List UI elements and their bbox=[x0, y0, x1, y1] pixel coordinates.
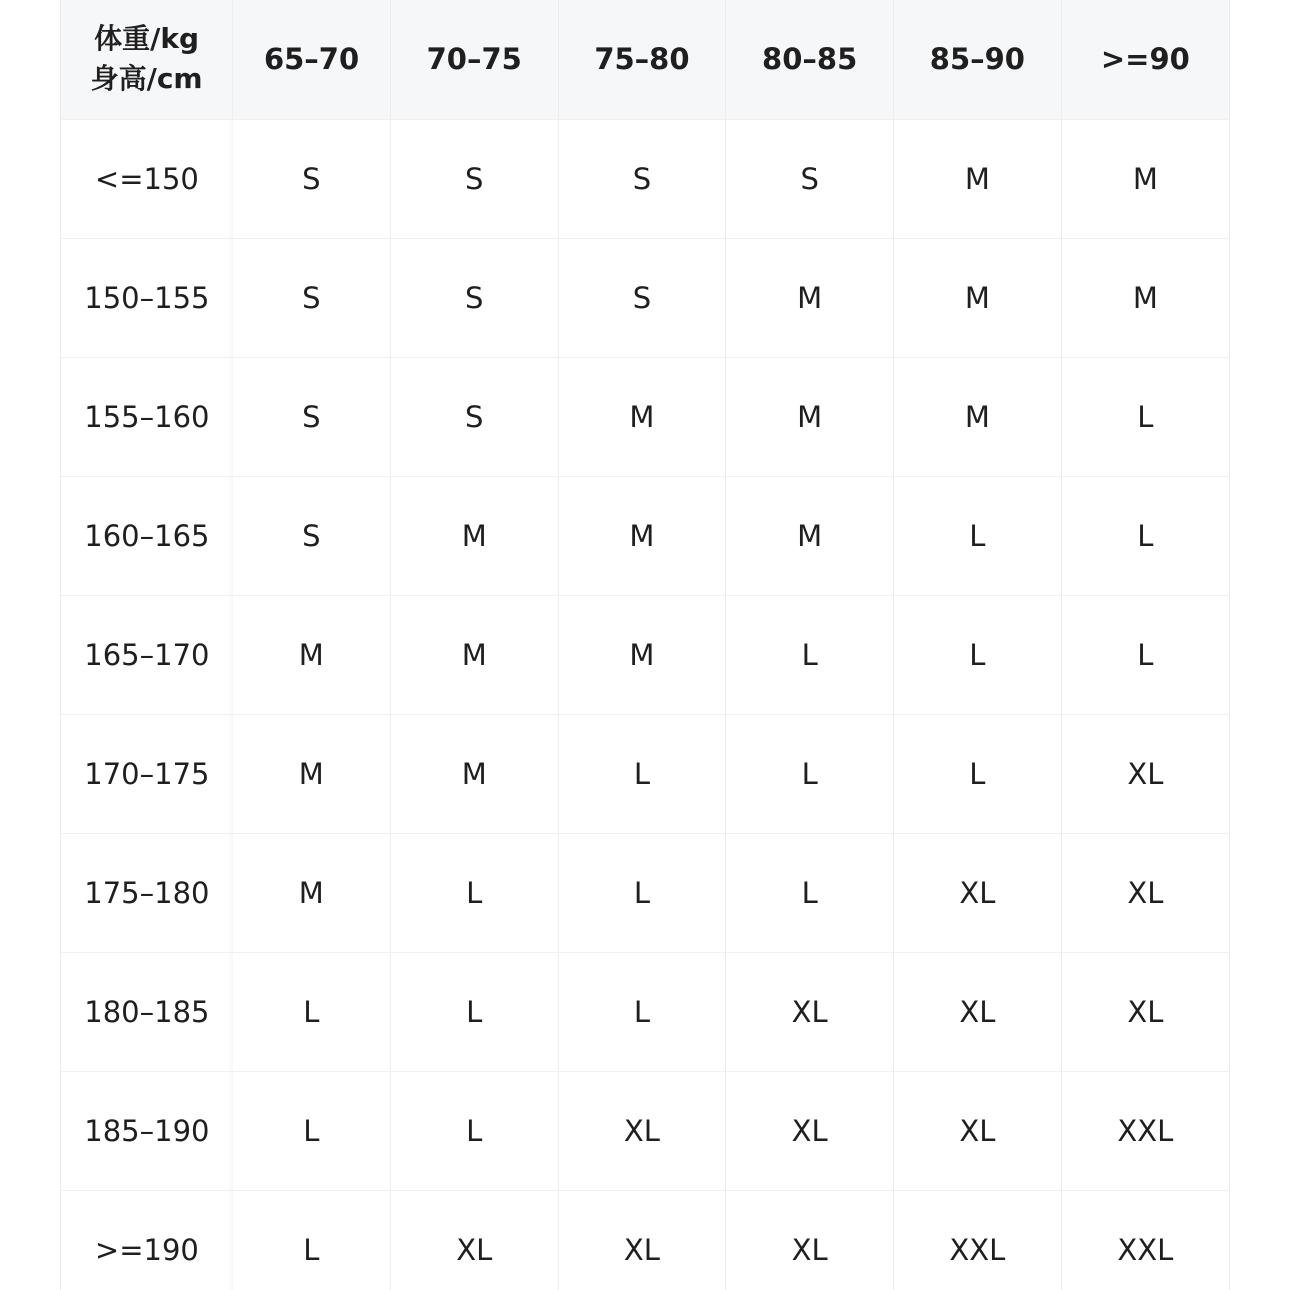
size-cell: M bbox=[894, 119, 1062, 238]
size-cell: M bbox=[726, 238, 894, 357]
size-cell: XL bbox=[390, 1190, 558, 1290]
height-range-cell: 155–160 bbox=[61, 357, 233, 476]
height-range-cell: >=190 bbox=[61, 1190, 233, 1290]
size-cell: M bbox=[894, 357, 1062, 476]
height-axis-label: 身高/cm bbox=[90, 62, 203, 96]
size-cell: XL bbox=[1061, 714, 1229, 833]
weight-header-cell: 85–90 bbox=[894, 0, 1062, 119]
size-cell: L bbox=[233, 1071, 391, 1190]
table-row bbox=[61, 238, 1229, 357]
size-cell: XL bbox=[894, 1071, 1062, 1190]
size-cell: S bbox=[390, 238, 558, 357]
size-cell: L bbox=[726, 833, 894, 952]
corner-header-cell bbox=[61, 0, 233, 119]
size-cell: M bbox=[726, 476, 894, 595]
size-cell: XL bbox=[726, 952, 894, 1071]
size-cell: M bbox=[558, 595, 726, 714]
size-cell: M bbox=[726, 357, 894, 476]
weight-header-cell: 65–70 bbox=[233, 0, 391, 119]
size-cell: S bbox=[233, 238, 391, 357]
size-cell: M bbox=[233, 714, 391, 833]
table-row bbox=[61, 357, 1229, 476]
size-cell: M bbox=[233, 833, 391, 952]
height-range-cell: 170–175 bbox=[61, 714, 233, 833]
size-cell: S bbox=[390, 119, 558, 238]
size-cell: L bbox=[233, 952, 391, 1071]
table-row bbox=[61, 714, 1229, 833]
size-cell: L bbox=[894, 476, 1062, 595]
size-cell: XL bbox=[558, 1071, 726, 1190]
weight-header-cell: 75–80 bbox=[558, 0, 726, 119]
size-cell: XL bbox=[726, 1071, 894, 1190]
size-cell: S bbox=[726, 119, 894, 238]
size-cell: M bbox=[558, 357, 726, 476]
size-cell: L bbox=[233, 1190, 391, 1290]
size-cell: XL bbox=[894, 833, 1062, 952]
size-cell: M bbox=[390, 714, 558, 833]
weight-axis-label: 体重/kg bbox=[94, 21, 200, 55]
size-chart-container bbox=[60, 0, 1230, 1290]
table-row bbox=[61, 833, 1229, 952]
size-cell: L bbox=[894, 714, 1062, 833]
size-cell: XL bbox=[1061, 833, 1229, 952]
size-cell: M bbox=[1061, 238, 1229, 357]
size-cell: M bbox=[1061, 119, 1229, 238]
table-row bbox=[61, 1071, 1229, 1190]
size-cell: S bbox=[233, 119, 391, 238]
table-body bbox=[61, 119, 1229, 1290]
size-cell: L bbox=[558, 952, 726, 1071]
table-row bbox=[61, 595, 1229, 714]
height-range-cell: 185–190 bbox=[61, 1071, 233, 1190]
size-cell: L bbox=[1061, 595, 1229, 714]
table-row bbox=[61, 119, 1229, 238]
size-cell: L bbox=[726, 714, 894, 833]
size-cell: L bbox=[390, 952, 558, 1071]
size-cell: M bbox=[558, 476, 726, 595]
table-row bbox=[61, 952, 1229, 1071]
size-cell: L bbox=[1061, 357, 1229, 476]
size-cell: L bbox=[558, 714, 726, 833]
size-cell: S bbox=[558, 238, 726, 357]
size-cell: L bbox=[1061, 476, 1229, 595]
height-range-cell: 160–165 bbox=[61, 476, 233, 595]
size-cell: M bbox=[390, 595, 558, 714]
size-cell: M bbox=[894, 238, 1062, 357]
size-cell: L bbox=[558, 833, 726, 952]
size-cell: XXL bbox=[1061, 1071, 1229, 1190]
size-cell: XL bbox=[558, 1190, 726, 1290]
size-cell: M bbox=[233, 595, 391, 714]
weight-header-cell: 70–75 bbox=[390, 0, 558, 119]
size-cell: S bbox=[558, 119, 726, 238]
size-cell: L bbox=[390, 1071, 558, 1190]
height-range-cell: 150–155 bbox=[61, 238, 233, 357]
weight-header-cell: 80–85 bbox=[726, 0, 894, 119]
height-range-cell: 180–185 bbox=[61, 952, 233, 1071]
size-cell: M bbox=[390, 476, 558, 595]
size-cell: XL bbox=[1061, 952, 1229, 1071]
size-cell: S bbox=[390, 357, 558, 476]
height-range-cell: <=150 bbox=[61, 119, 233, 238]
size-cell: L bbox=[726, 595, 894, 714]
size-chart-table bbox=[61, 0, 1229, 1290]
size-cell: L bbox=[390, 833, 558, 952]
table-header bbox=[61, 0, 1229, 119]
height-range-cell: 175–180 bbox=[61, 833, 233, 952]
table-row bbox=[61, 476, 1229, 595]
size-cell: S bbox=[233, 357, 391, 476]
size-cell: XXL bbox=[1061, 1190, 1229, 1290]
weight-header-cell: >=90 bbox=[1061, 0, 1229, 119]
header-row bbox=[61, 0, 1229, 119]
size-cell: XL bbox=[894, 952, 1062, 1071]
size-cell: XXL bbox=[894, 1190, 1062, 1290]
size-cell: L bbox=[894, 595, 1062, 714]
size-cell: XL bbox=[726, 1190, 894, 1290]
table-row bbox=[61, 1190, 1229, 1290]
height-range-cell: 165–170 bbox=[61, 595, 233, 714]
size-cell: S bbox=[233, 476, 391, 595]
